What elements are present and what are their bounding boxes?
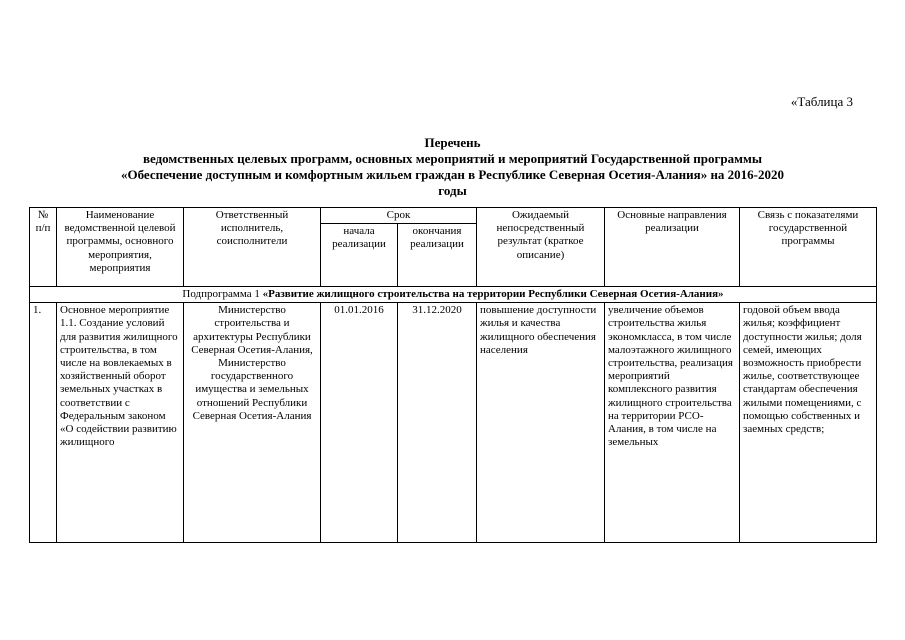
heading-line-1: Перечень <box>424 135 481 150</box>
header-result: Ожидаемый непосредственный результат (краткое описание) <box>477 208 605 287</box>
header-num: № п/п <box>30 208 57 287</box>
row1-result: повышение доступности жилья и качества жилищного обеспечения населения <box>477 303 605 543</box>
programs-table <box>29 207 877 543</box>
subprogram-title: «Развитие жилищного строительства на территории Республики Северная Осетия-Алания» <box>262 288 724 300</box>
table-header-row <box>30 208 877 224</box>
row1-responsible: Министерство строительства и архитектуры Республики Северная Осетия-Алания, Министерство государственного имущества и земельных отношений Республики Северная Осетия-Алания <box>184 303 321 543</box>
row1-directions: увеличение объемов строительства жилья экономкласса, в том числе малоэтажного жилищного строительства, реализация мероприятий комплексного развития жилищного строительства на территории РСО-Алания, в том числе на земельных <box>605 303 740 543</box>
header-name: Наименование ведомственной целевой программы, основного мероприятия, мероприятия <box>57 208 184 287</box>
header-start: начала реализации <box>321 224 398 287</box>
row1-num: 1. <box>30 303 57 543</box>
row1-end: 31.12.2020 <box>398 303 477 543</box>
header-directions: Основные направления реализации <box>605 208 740 287</box>
row1-name: Основное мероприятие 1.1. Создание условий для развития жилищного строительства, в том числе на вовлекаемых в хозяйственный оборот земельных участках в соответствии с Федеральным законом «О содействии развитию жилищного <box>57 303 184 543</box>
row1-link: годовой объем ввода жилья; коэффициент доступности жилья; доля семей, имеющих возможность приобрести жилье, соответствующее стандартам обеспечения жилыми помещениями, с помощью собственных и заемных средств; <box>740 303 877 543</box>
table-row <box>30 303 877 543</box>
row1-start: 01.01.2016 <box>321 303 398 543</box>
heading-line-2: ведомственных целевых программ, основных мероприятий и мероприятий Государственной программы <box>142 151 763 166</box>
document-heading <box>60 135 845 199</box>
subprogram-prefix: Подпрограмма 1 <box>182 288 263 300</box>
header-term: Срок <box>321 208 477 224</box>
header-link: Связь с показателями государственной программы <box>740 208 877 287</box>
heading-line-4: годы <box>438 183 467 198</box>
table-caption: «Таблица 3 <box>790 94 853 109</box>
header-end: окончания реализации <box>398 224 477 287</box>
header-responsible: Ответственный исполнитель, соисполнители <box>184 208 321 287</box>
subprogram-row <box>30 287 877 303</box>
heading-line-3: «Обеспечение доступным и комфортным жильем граждан в Республике Северная Осетия-Алания» на 2016-2020 <box>120 167 785 182</box>
subprogram-cell <box>30 287 877 303</box>
